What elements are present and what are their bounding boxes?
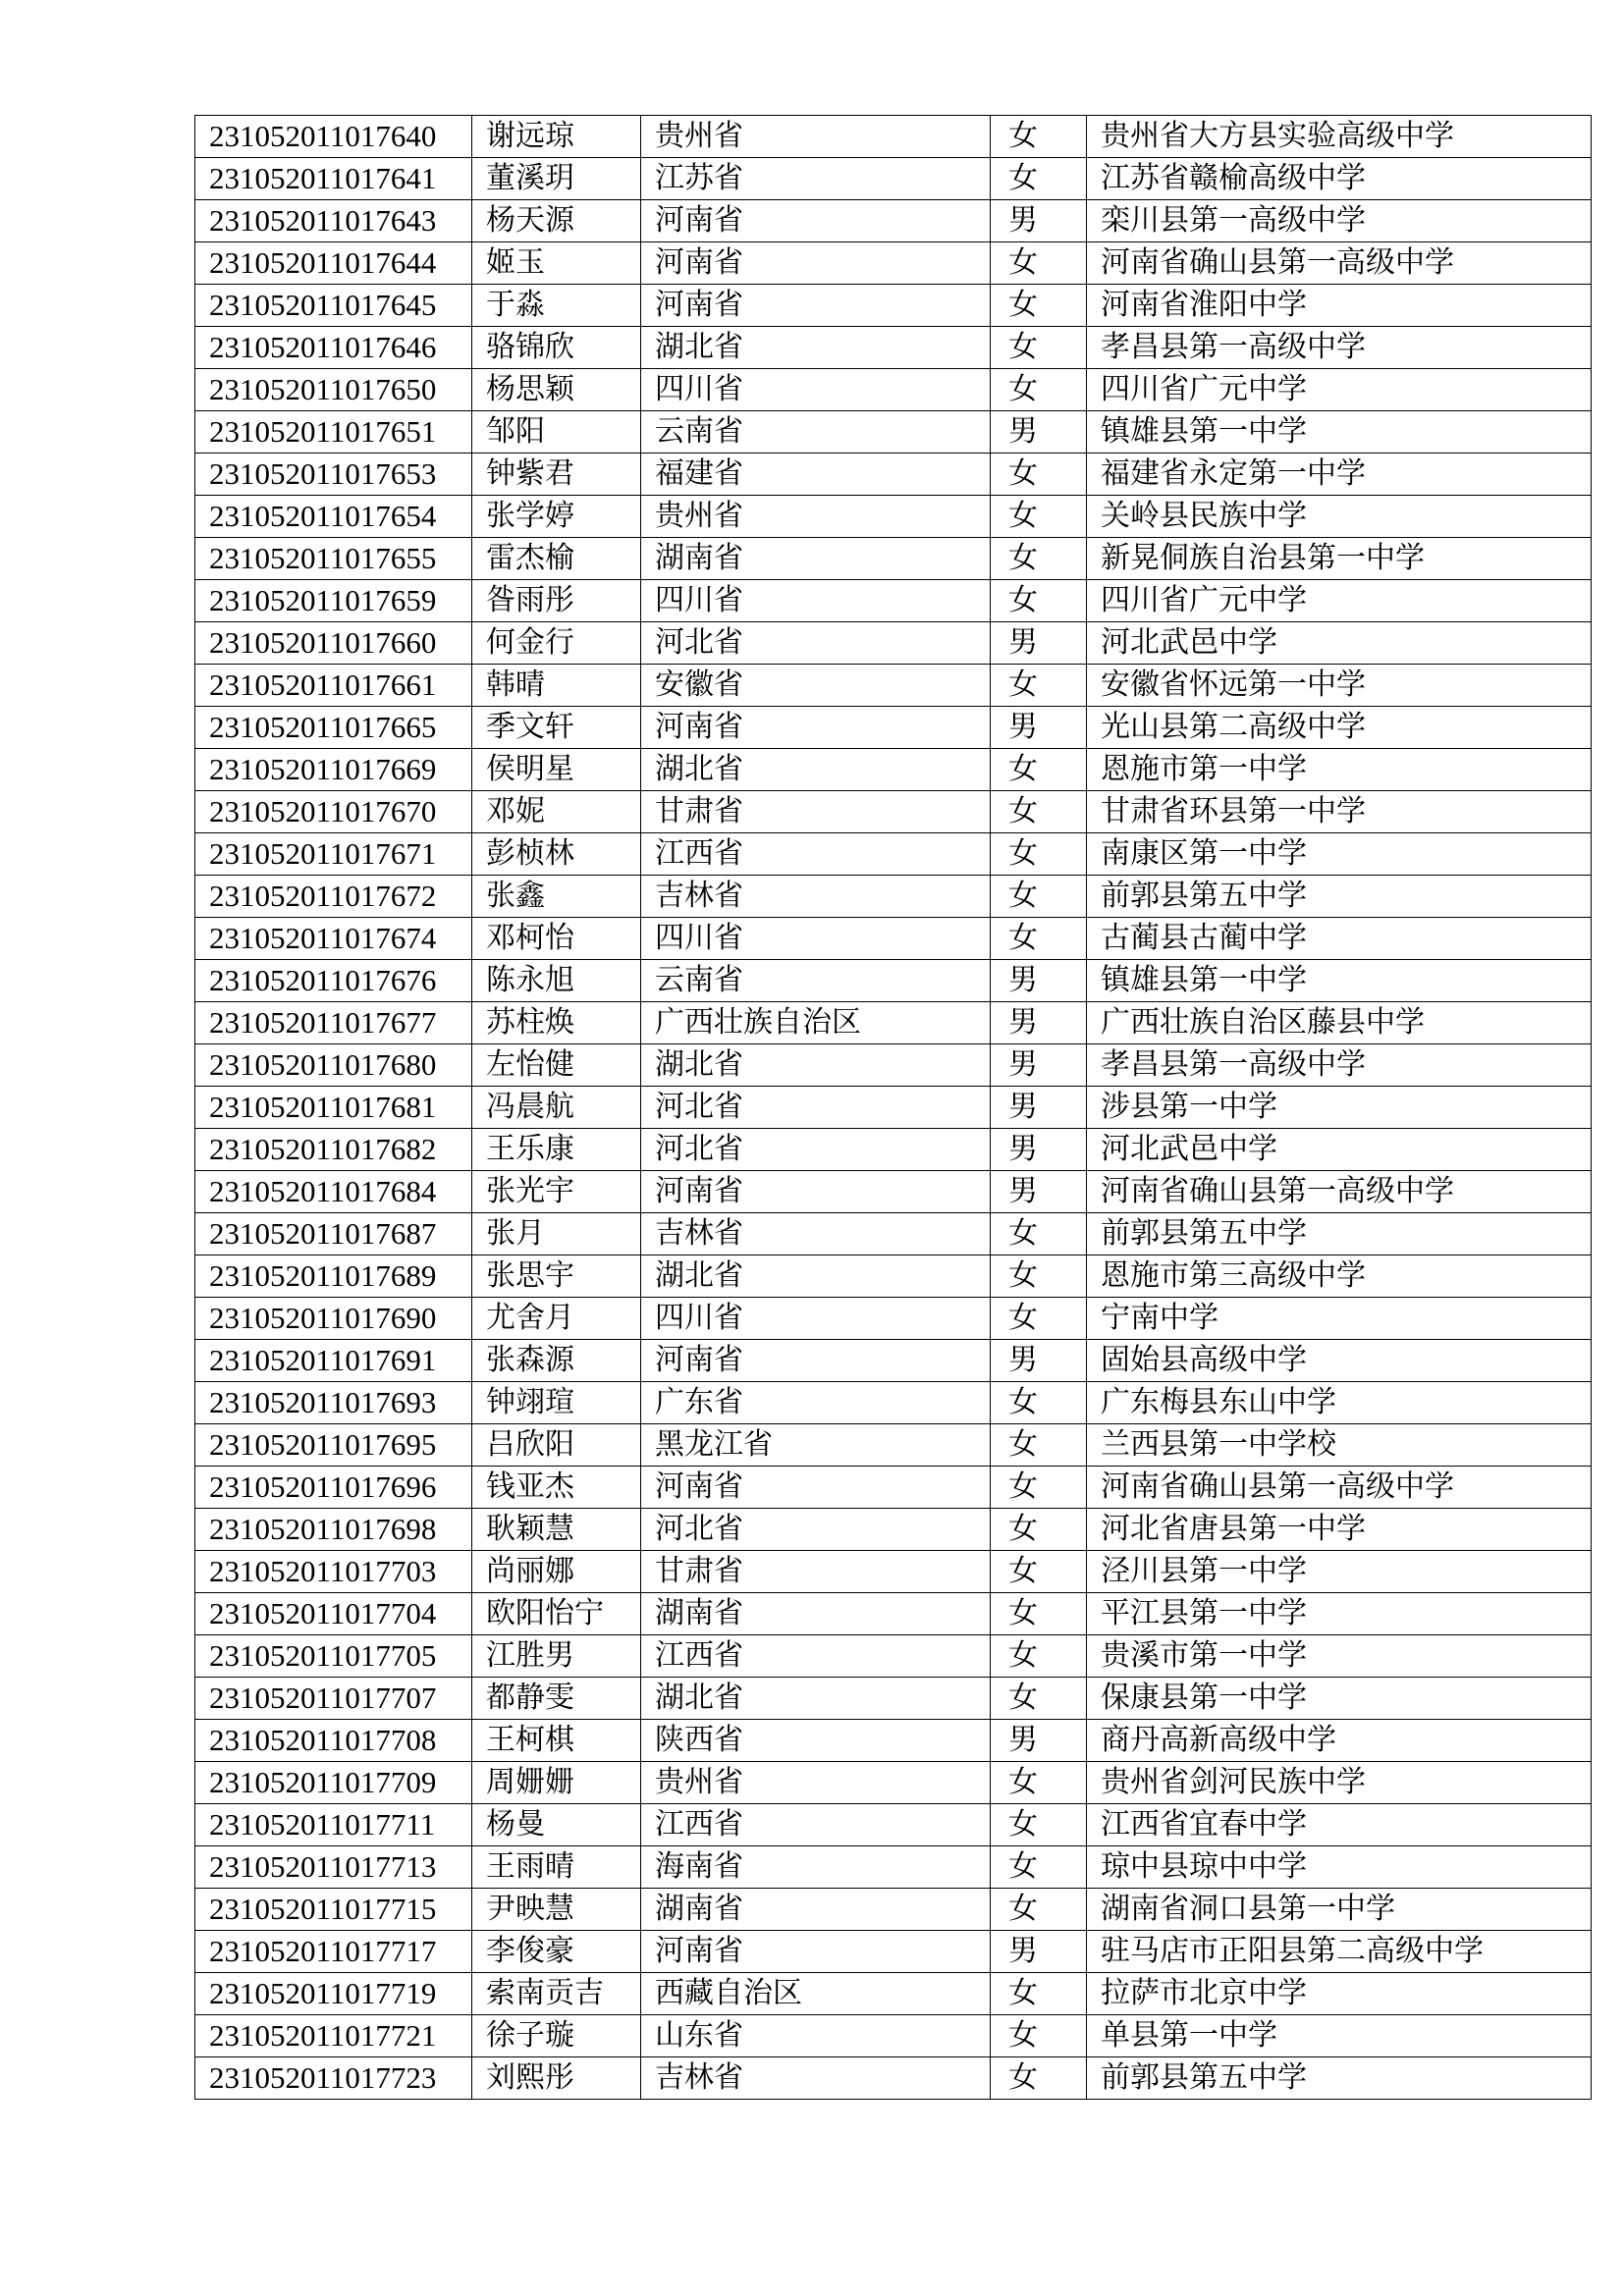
- student-name-cell: 张鑫: [472, 876, 641, 918]
- gender-cell: 男: [991, 1044, 1087, 1087]
- student-name-cell: 邹阳: [472, 411, 641, 454]
- gender-cell: 女: [991, 242, 1087, 285]
- student-name-cell: 张光宇: [472, 1171, 641, 1213]
- school-cell: 贵州省大方县实验高级中学: [1087, 116, 1592, 158]
- gender-cell: 男: [991, 1002, 1087, 1044]
- school-cell: 河北省唐县第一中学: [1087, 1509, 1592, 1551]
- table-row: [195, 1044, 1592, 1087]
- province-cell: 甘肃省: [641, 791, 991, 833]
- province-cell: 河南省: [641, 707, 991, 749]
- school-cell: 河北武邑中学: [1087, 622, 1592, 665]
- school-cell: 涉县第一中学: [1087, 1087, 1592, 1129]
- student-id-cell: 231052011017707: [195, 1678, 472, 1720]
- student-id-cell: 231052011017671: [195, 833, 472, 876]
- student-name-cell: 王雨晴: [472, 1846, 641, 1889]
- school-cell: 光山县第二高级中学: [1087, 707, 1592, 749]
- school-cell: 镇雄县第一中学: [1087, 960, 1592, 1002]
- student-id-cell: 231052011017660: [195, 622, 472, 665]
- province-cell: 四川省: [641, 918, 991, 960]
- school-cell: 贵州省剑河民族中学: [1087, 1762, 1592, 1804]
- student-id-cell: 231052011017643: [195, 200, 472, 242]
- student-name-cell: 左怡健: [472, 1044, 641, 1087]
- table-row: [195, 707, 1592, 749]
- student-name-cell: 张月: [472, 1213, 641, 1255]
- gender-cell: 男: [991, 960, 1087, 1002]
- student-id-cell: 231052011017674: [195, 918, 472, 960]
- table-row: [195, 622, 1592, 665]
- student-id-cell: 231052011017705: [195, 1635, 472, 1678]
- province-cell: 四川省: [641, 1298, 991, 1340]
- student-id-cell: 231052011017670: [195, 791, 472, 833]
- province-cell: 海南省: [641, 1846, 991, 1889]
- student-id-cell: 231052011017672: [195, 876, 472, 918]
- student-name-cell: 邓妮: [472, 791, 641, 833]
- province-cell: 河南省: [641, 242, 991, 285]
- student-id-cell: 231052011017641: [195, 158, 472, 200]
- table-row: [195, 918, 1592, 960]
- school-cell: 单县第一中学: [1087, 2015, 1592, 2057]
- table-row: [195, 1087, 1592, 1129]
- gender-cell: 女: [991, 876, 1087, 918]
- student-name-cell: 钱亚杰: [472, 1467, 641, 1509]
- province-cell: 广西壮族自治区: [641, 1002, 991, 1044]
- student-id-cell: 231052011017695: [195, 1424, 472, 1467]
- province-cell: 山东省: [641, 2015, 991, 2057]
- gender-cell: 女: [991, 158, 1087, 200]
- school-cell: 保康县第一中学: [1087, 1678, 1592, 1720]
- province-cell: 湖北省: [641, 749, 991, 791]
- province-cell: 安徽省: [641, 665, 991, 707]
- school-cell: 古蔺县古蔺中学: [1087, 918, 1592, 960]
- student-id-cell: 231052011017723: [195, 2057, 472, 2100]
- gender-cell: 男: [991, 1340, 1087, 1382]
- student-name-cell: 何金行: [472, 622, 641, 665]
- student-id-cell: 231052011017687: [195, 1213, 472, 1255]
- table-row: [195, 242, 1592, 285]
- school-cell: 江西省宜春中学: [1087, 1804, 1592, 1846]
- table-row: [195, 1762, 1592, 1804]
- student-name-cell: 刘熙彤: [472, 2057, 641, 2100]
- gender-cell: 男: [991, 411, 1087, 454]
- student-name-cell: 王柯棋: [472, 1720, 641, 1762]
- province-cell: 河南省: [641, 1171, 991, 1213]
- province-cell: 福建省: [641, 454, 991, 496]
- student-name-cell: 张思宇: [472, 1255, 641, 1298]
- gender-cell: 女: [991, 285, 1087, 327]
- student-id-cell: 231052011017676: [195, 960, 472, 1002]
- school-cell: 恩施市第三高级中学: [1087, 1255, 1592, 1298]
- province-cell: 四川省: [641, 580, 991, 622]
- student-id-cell: 231052011017721: [195, 2015, 472, 2057]
- student-id-cell: 231052011017696: [195, 1467, 472, 1509]
- student-id-cell: 231052011017717: [195, 1931, 472, 1973]
- table-row: [195, 876, 1592, 918]
- gender-cell: 女: [991, 2015, 1087, 2057]
- table-row: [195, 1678, 1592, 1720]
- table-row: [195, 833, 1592, 876]
- school-cell: 新晃侗族自治县第一中学: [1087, 538, 1592, 580]
- province-cell: 河南省: [641, 1467, 991, 1509]
- student-id-cell: 231052011017645: [195, 285, 472, 327]
- student-name-cell: 江胜男: [472, 1635, 641, 1678]
- school-cell: 前郭县第五中学: [1087, 1213, 1592, 1255]
- province-cell: 云南省: [641, 960, 991, 1002]
- student-id-cell: 231052011017698: [195, 1509, 472, 1551]
- province-cell: 江西省: [641, 1635, 991, 1678]
- province-cell: 湖南省: [641, 538, 991, 580]
- table-row: [195, 327, 1592, 369]
- student-name-cell: 雷杰榆: [472, 538, 641, 580]
- student-id-cell: 231052011017640: [195, 116, 472, 158]
- province-cell: 吉林省: [641, 876, 991, 918]
- school-cell: 宁南中学: [1087, 1298, 1592, 1340]
- table-row: [195, 1255, 1592, 1298]
- school-cell: 江苏省赣榆高级中学: [1087, 158, 1592, 200]
- gender-cell: 女: [991, 1213, 1087, 1255]
- school-cell: 河南省确山县第一高级中学: [1087, 1467, 1592, 1509]
- gender-cell: 女: [991, 327, 1087, 369]
- school-cell: 广西壮族自治区藤县中学: [1087, 1002, 1592, 1044]
- student-id-cell: 231052011017690: [195, 1298, 472, 1340]
- school-cell: 甘肃省环县第一中学: [1087, 791, 1592, 833]
- table-row: [195, 2057, 1592, 2100]
- school-cell: 安徽省怀远第一中学: [1087, 665, 1592, 707]
- province-cell: 河南省: [641, 1340, 991, 1382]
- table-row: [195, 1467, 1592, 1509]
- gender-cell: 男: [991, 1931, 1087, 1973]
- school-cell: 栾川县第一高级中学: [1087, 200, 1592, 242]
- table-row: [195, 496, 1592, 538]
- gender-cell: 女: [991, 1593, 1087, 1635]
- gender-cell: 女: [991, 1255, 1087, 1298]
- table-row: [195, 1931, 1592, 1973]
- student-id-cell: 231052011017650: [195, 369, 472, 411]
- province-cell: 河南省: [641, 285, 991, 327]
- province-cell: 吉林省: [641, 2057, 991, 2100]
- school-cell: 南康区第一中学: [1087, 833, 1592, 876]
- table-row: [195, 1593, 1592, 1635]
- school-cell: 河北武邑中学: [1087, 1129, 1592, 1171]
- student-id-cell: 231052011017693: [195, 1382, 472, 1424]
- school-cell: 孝昌县第一高级中学: [1087, 327, 1592, 369]
- gender-cell: 女: [991, 1467, 1087, 1509]
- school-cell: 前郭县第五中学: [1087, 876, 1592, 918]
- province-cell: 贵州省: [641, 496, 991, 538]
- student-id-cell: 231052011017677: [195, 1002, 472, 1044]
- school-cell: 四川省广元中学: [1087, 580, 1592, 622]
- school-cell: 兰西县第一中学校: [1087, 1424, 1592, 1467]
- province-cell: 陕西省: [641, 1720, 991, 1762]
- school-cell: 河南省确山县第一高级中学: [1087, 1171, 1592, 1213]
- student-name-cell: 于淼: [472, 285, 641, 327]
- province-cell: 湖北省: [641, 1044, 991, 1087]
- student-id-cell: 231052011017644: [195, 242, 472, 285]
- province-cell: 河北省: [641, 1129, 991, 1171]
- gender-cell: 女: [991, 833, 1087, 876]
- table-row: [195, 1382, 1592, 1424]
- student-name-cell: 杨曼: [472, 1804, 641, 1846]
- school-cell: 贵溪市第一中学: [1087, 1635, 1592, 1678]
- student-name-cell: 冯晨航: [472, 1087, 641, 1129]
- gender-cell: 女: [991, 1762, 1087, 1804]
- student-id-cell: 231052011017659: [195, 580, 472, 622]
- table-row: [195, 538, 1592, 580]
- student-id-cell: 231052011017719: [195, 1973, 472, 2015]
- gender-cell: 女: [991, 116, 1087, 158]
- school-cell: 四川省广元中学: [1087, 369, 1592, 411]
- gender-cell: 女: [991, 1382, 1087, 1424]
- student-name-cell: 谢远琼: [472, 116, 641, 158]
- province-cell: 贵州省: [641, 116, 991, 158]
- gender-cell: 女: [991, 1509, 1087, 1551]
- province-cell: 江苏省: [641, 158, 991, 200]
- student-id-cell: 231052011017654: [195, 496, 472, 538]
- student-name-cell: 骆锦欣: [472, 327, 641, 369]
- province-cell: 河北省: [641, 622, 991, 665]
- province-cell: 黑龙江省: [641, 1424, 991, 1467]
- province-cell: 河北省: [641, 1509, 991, 1551]
- school-cell: 前郭县第五中学: [1087, 2057, 1592, 2100]
- province-cell: 江西省: [641, 1804, 991, 1846]
- gender-cell: 女: [991, 454, 1087, 496]
- student-name-cell: 董溪玥: [472, 158, 641, 200]
- student-name-cell: 耿颖慧: [472, 1509, 641, 1551]
- table-row: [195, 1171, 1592, 1213]
- gender-cell: 女: [991, 1804, 1087, 1846]
- school-cell: 固始县高级中学: [1087, 1340, 1592, 1382]
- table-row: [195, 1973, 1592, 2015]
- school-cell: 河南省确山县第一高级中学: [1087, 242, 1592, 285]
- student-id-cell: 231052011017681: [195, 1087, 472, 1129]
- school-cell: 琼中县琼中中学: [1087, 1846, 1592, 1889]
- student-name-cell: 张森源: [472, 1340, 641, 1382]
- student-id-cell: 231052011017703: [195, 1551, 472, 1593]
- table-row: [195, 1720, 1592, 1762]
- student-name-cell: 昝雨彤: [472, 580, 641, 622]
- gender-cell: 女: [991, 791, 1087, 833]
- student-id-cell: 231052011017684: [195, 1171, 472, 1213]
- student-id-cell: 231052011017708: [195, 1720, 472, 1762]
- school-cell: 恩施市第一中学: [1087, 749, 1592, 791]
- student-name-cell: 尚丽娜: [472, 1551, 641, 1593]
- table-row: [195, 1129, 1592, 1171]
- table-row: [195, 1889, 1592, 1931]
- student-name-cell: 韩晴: [472, 665, 641, 707]
- student-name-cell: 都静雯: [472, 1678, 641, 1720]
- school-cell: 平江县第一中学: [1087, 1593, 1592, 1635]
- student-name-cell: 张学婷: [472, 496, 641, 538]
- student-name-cell: 欧阳怡宁: [472, 1593, 641, 1635]
- school-cell: 孝昌县第一高级中学: [1087, 1044, 1592, 1087]
- student-id-cell: 231052011017669: [195, 749, 472, 791]
- student-id-cell: 231052011017651: [195, 411, 472, 454]
- province-cell: 四川省: [641, 369, 991, 411]
- table-row: [195, 1002, 1592, 1044]
- table-row: [195, 411, 1592, 454]
- table-row: [195, 1298, 1592, 1340]
- student-id-cell: 231052011017713: [195, 1846, 472, 1889]
- province-cell: 河南省: [641, 200, 991, 242]
- gender-cell: 女: [991, 1551, 1087, 1593]
- gender-cell: 女: [991, 1635, 1087, 1678]
- province-cell: 甘肃省: [641, 1551, 991, 1593]
- gender-cell: 男: [991, 1720, 1087, 1762]
- school-cell: 镇雄县第一中学: [1087, 411, 1592, 454]
- school-cell: 商丹高新高级中学: [1087, 1720, 1592, 1762]
- student-name-cell: 姬玉: [472, 242, 641, 285]
- student-name-cell: 彭桢林: [472, 833, 641, 876]
- gender-cell: 男: [991, 1171, 1087, 1213]
- table-row: [195, 665, 1592, 707]
- school-cell: 拉萨市北京中学: [1087, 1973, 1592, 2015]
- province-cell: 西藏自治区: [641, 1973, 991, 2015]
- table-row: [195, 1340, 1592, 1382]
- gender-cell: 女: [991, 1846, 1087, 1889]
- table-row: [195, 2015, 1592, 2057]
- province-cell: 云南省: [641, 411, 991, 454]
- gender-cell: 女: [991, 580, 1087, 622]
- gender-cell: 男: [991, 622, 1087, 665]
- table-row: [195, 1551, 1592, 1593]
- student-name-cell: 徐子璇: [472, 2015, 641, 2057]
- school-cell: 湖南省洞口县第一中学: [1087, 1889, 1592, 1931]
- student-name-cell: 尹映慧: [472, 1889, 641, 1931]
- student-id-cell: 231052011017680: [195, 1044, 472, 1087]
- table-row: [195, 369, 1592, 411]
- gender-cell: 女: [991, 918, 1087, 960]
- student-name-cell: 季文轩: [472, 707, 641, 749]
- table-row: [195, 1213, 1592, 1255]
- student-name-cell: 钟紫君: [472, 454, 641, 496]
- student-id-cell: 231052011017646: [195, 327, 472, 369]
- table-row: [195, 749, 1592, 791]
- student-id-cell: 231052011017689: [195, 1255, 472, 1298]
- gender-cell: 女: [991, 1298, 1087, 1340]
- student-name-cell: 杨思颖: [472, 369, 641, 411]
- student-name-cell: 陈永旭: [472, 960, 641, 1002]
- province-cell: 河北省: [641, 1087, 991, 1129]
- student-name-cell: 杨天源: [472, 200, 641, 242]
- gender-cell: 女: [991, 1973, 1087, 2015]
- student-id-cell: 231052011017709: [195, 1762, 472, 1804]
- province-cell: 湖北省: [641, 1255, 991, 1298]
- student-id-cell: 231052011017691: [195, 1340, 472, 1382]
- student-id-cell: 231052011017715: [195, 1889, 472, 1931]
- gender-cell: 男: [991, 200, 1087, 242]
- school-cell: 福建省永定第一中学: [1087, 454, 1592, 496]
- gender-cell: 男: [991, 707, 1087, 749]
- province-cell: 河南省: [641, 1931, 991, 1973]
- student-id-cell: 231052011017704: [195, 1593, 472, 1635]
- student-name-cell: 王乐康: [472, 1129, 641, 1171]
- table-row: [195, 1424, 1592, 1467]
- table-row: [195, 1846, 1592, 1889]
- gender-cell: 女: [991, 1424, 1087, 1467]
- student-id-cell: 231052011017653: [195, 454, 472, 496]
- gender-cell: 女: [991, 538, 1087, 580]
- student-name-cell: 苏柱焕: [472, 1002, 641, 1044]
- student-name-cell: 侯明星: [472, 749, 641, 791]
- gender-cell: 女: [991, 496, 1087, 538]
- student-id-cell: 231052011017682: [195, 1129, 472, 1171]
- school-cell: 广东梅县东山中学: [1087, 1382, 1592, 1424]
- student-name-cell: 周姗姗: [472, 1762, 641, 1804]
- province-cell: 广东省: [641, 1382, 991, 1424]
- student-id-cell: 231052011017665: [195, 707, 472, 749]
- gender-cell: 男: [991, 1129, 1087, 1171]
- table-row: [195, 1509, 1592, 1551]
- student-name-cell: 吕欣阳: [472, 1424, 641, 1467]
- province-cell: 湖北省: [641, 327, 991, 369]
- province-cell: 湖南省: [641, 1889, 991, 1931]
- province-cell: 贵州省: [641, 1762, 991, 1804]
- gender-cell: 女: [991, 665, 1087, 707]
- student-name-cell: 李俊豪: [472, 1931, 641, 1973]
- roster-body: [195, 116, 1592, 2100]
- table-row: [195, 960, 1592, 1002]
- table-row: [195, 580, 1592, 622]
- student-id-cell: 231052011017655: [195, 538, 472, 580]
- table-row: [195, 285, 1592, 327]
- student-id-cell: 231052011017661: [195, 665, 472, 707]
- gender-cell: 女: [991, 1678, 1087, 1720]
- province-cell: 湖南省: [641, 1593, 991, 1635]
- gender-cell: 女: [991, 2057, 1087, 2100]
- province-cell: 吉林省: [641, 1213, 991, 1255]
- table-row: [195, 1635, 1592, 1678]
- gender-cell: 男: [991, 1087, 1087, 1129]
- school-cell: 关岭县民族中学: [1087, 496, 1592, 538]
- table-row: [195, 116, 1592, 158]
- student-name-cell: 邓柯怡: [472, 918, 641, 960]
- province-cell: 江西省: [641, 833, 991, 876]
- student-name-cell: 钟翊瑄: [472, 1382, 641, 1424]
- table-row: [195, 454, 1592, 496]
- school-cell: 泾川县第一中学: [1087, 1551, 1592, 1593]
- student-name-cell: 尤舍月: [472, 1298, 641, 1340]
- student-name-cell: 索南贡吉: [472, 1973, 641, 2015]
- student-id-cell: 231052011017711: [195, 1804, 472, 1846]
- gender-cell: 女: [991, 1889, 1087, 1931]
- gender-cell: 女: [991, 369, 1087, 411]
- table-row: [195, 791, 1592, 833]
- gender-cell: 女: [991, 749, 1087, 791]
- school-cell: 驻马店市正阳县第二高级中学: [1087, 1931, 1592, 1973]
- admission-roster-table: [194, 115, 1592, 2100]
- table-row: [195, 200, 1592, 242]
- school-cell: 河南省淮阳中学: [1087, 285, 1592, 327]
- table-row: [195, 158, 1592, 200]
- province-cell: 湖北省: [641, 1678, 991, 1720]
- table-row: [195, 1804, 1592, 1846]
